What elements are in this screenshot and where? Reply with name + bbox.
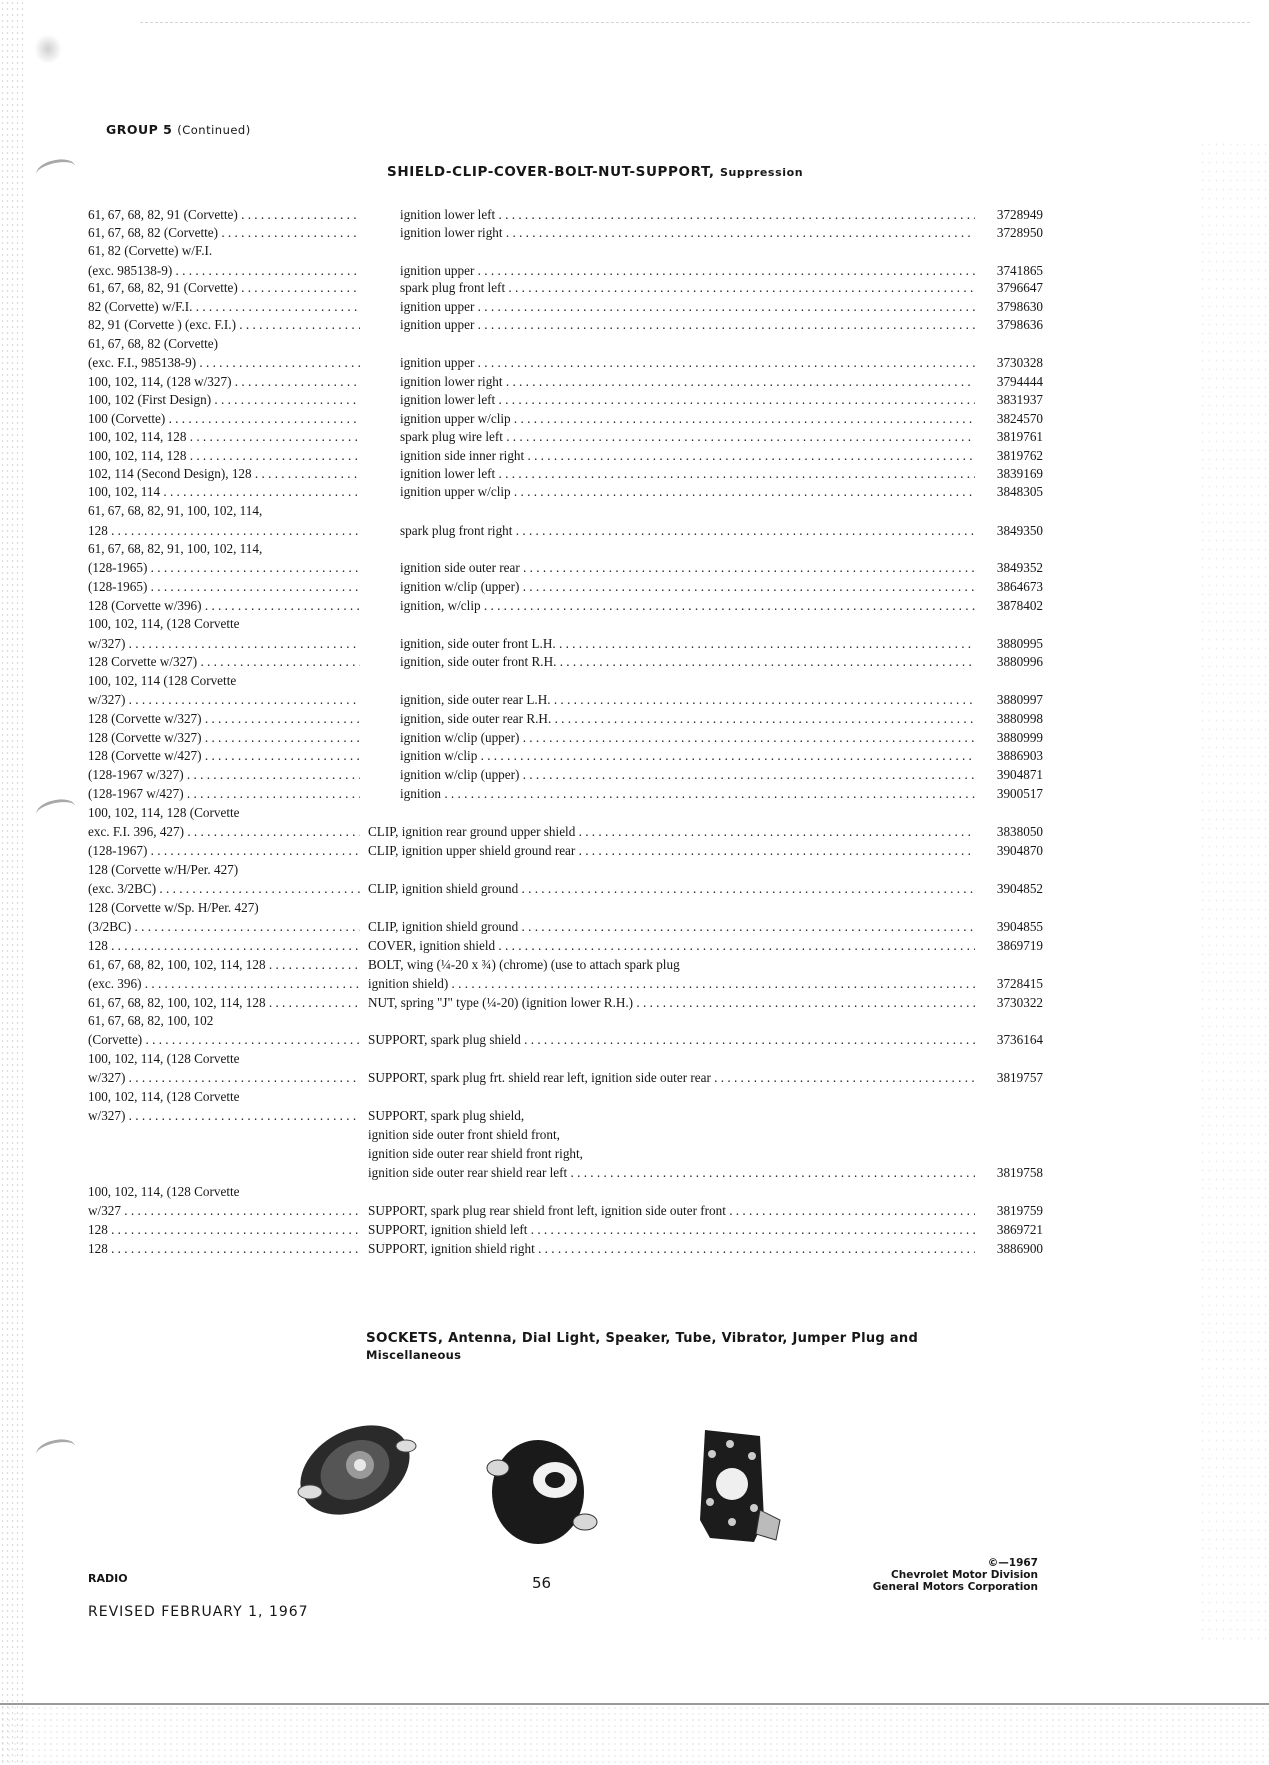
model-applicability: 100, 102 (First Design) . . . [88, 392, 360, 407]
model-applicability: 61, 67, 68, 82, 91, 100, 102, 114, [88, 541, 263, 556]
section-title-sub: Suppression [719, 166, 804, 179]
part-description: SUPPORT, ignition shield right . . . [368, 1241, 975, 1256]
part-number: 3728415 [996, 976, 1043, 991]
revision-date: REVISED FEBRUARY 1, 1967 [88, 1604, 309, 1620]
model-applicability: 128 (Corvette w/H/Per. 427) [88, 862, 239, 877]
model-applicability: 128 (Corvette w/Sp. H/Per. 427) [88, 900, 259, 915]
model-applicability: w/327) . . . [88, 1108, 360, 1123]
part-number: 3819759 [996, 1203, 1043, 1218]
model-applicability: 128 . . . [88, 938, 360, 953]
part-number: 3730328 [996, 355, 1043, 370]
model-applicability: 100, 102, 114, (128 Corvette [88, 616, 240, 631]
part-number: 3904855 [996, 919, 1043, 934]
part-number: 3900517 [996, 786, 1043, 801]
model-applicability: 100, 102, 114 (128 Corvette [88, 673, 237, 688]
model-applicability: (exc. 985138-9) . . . [88, 263, 360, 278]
part-number: 3904870 [996, 843, 1043, 858]
part-description: spark plug front right . . . [400, 523, 975, 538]
model-applicability: 100, 102, 114, (128 w/327) . . . [88, 374, 360, 389]
part-description: ignition upper . . . [400, 263, 975, 278]
part-description: ignition upper . . . [400, 299, 975, 314]
copyright-year: ©—1967 [987, 1557, 1038, 1569]
part-number: 3798630 [996, 299, 1043, 314]
part-number: 3819762 [996, 448, 1043, 463]
part-number: 3880999 [996, 730, 1043, 745]
part-number: 3904871 [996, 767, 1043, 782]
model-applicability: 82, 91 (Corvette ) (exc. F.I.) . . . [88, 317, 360, 332]
model-applicability: w/327) . . . [88, 1070, 360, 1085]
part-description: ignition w/clip (upper) . . . [400, 579, 975, 594]
model-applicability: (exc. 3/2BC) . . . [88, 881, 360, 896]
part-number: 3869721 [996, 1222, 1043, 1237]
part-number: 3736164 [996, 1032, 1043, 1047]
part-number: 3880997 [996, 692, 1043, 707]
part-number: 3904852 [996, 881, 1043, 896]
part-description: spark plug front left . . . [400, 280, 975, 295]
part-number: 3796647 [996, 280, 1043, 295]
model-applicability: exc. F.I. 396, 427) . . . [88, 824, 360, 839]
part-number: 3730322 [996, 995, 1043, 1010]
part-description: ignition lower left . . . [400, 207, 975, 222]
part-number: 3849352 [996, 560, 1043, 575]
part-number: 3819757 [996, 1070, 1043, 1085]
model-applicability: 100, 102, 114, (128 Corvette [88, 1051, 240, 1066]
part-description: BOLT, wing (¼-20 x ¾) (chrome) (use to attach spark plug [368, 957, 680, 972]
model-applicability: (exc. F.I., 985138-9) . . . [88, 355, 360, 370]
sockets-photo [280, 1410, 820, 1560]
part-description: ignition side outer rear . . . [400, 560, 975, 575]
part-description: ignition, side outer rear L.H. . . . [400, 692, 975, 707]
part-description: NUT, spring "J" type (¼-20) (ignition lower R.H.) . . . [368, 995, 975, 1010]
part-number: 3869719 [996, 938, 1043, 953]
model-applicability: (128-1967 w/327) . . . [88, 767, 360, 782]
model-applicability: 61, 67, 68, 82, 91, 100, 102, 114, [88, 503, 263, 518]
model-applicability: 61, 67, 68, 82, 100, 102, 114, 128 . . . [88, 957, 360, 972]
model-applicability: 100 (Corvette) . . . [88, 411, 360, 426]
part-number: 3819758 [996, 1165, 1043, 1180]
copyright-block [810, 1557, 1038, 1593]
part-number: 3819761 [996, 429, 1043, 444]
part-number: 3824570 [996, 411, 1043, 426]
part-number: 3728950 [996, 225, 1043, 240]
part-description: CLIP, ignition rear ground upper shield . . . [368, 824, 975, 839]
part-description: CLIP, ignition shield ground . . . [368, 881, 975, 896]
part-description: ignition w/clip (upper) . . . [400, 730, 975, 745]
part-description: ignition, w/clip . . . [400, 598, 975, 613]
model-applicability: (3/2BC) . . . [88, 919, 360, 934]
part-number: 3798636 [996, 317, 1043, 332]
part-description: ignition lower right . . . [400, 225, 975, 240]
model-applicability: 100, 102, 114, 128 (Corvette [88, 805, 240, 820]
model-applicability: 128 (Corvette w/327) . . . [88, 711, 360, 726]
part-number: 3886900 [996, 1241, 1043, 1256]
part-description: ignition w/clip (upper) . . . [400, 767, 975, 782]
model-applicability: 100, 102, 114 . . . [88, 484, 360, 499]
part-number: 3880998 [996, 711, 1043, 726]
part-description: ignition upper w/clip . . . [400, 484, 975, 499]
part-description: ignition side inner right . . . [400, 448, 975, 463]
model-applicability: 61, 82 (Corvette) w/F.I. [88, 243, 213, 258]
part-description: ignition lower left . . . [400, 466, 975, 481]
model-applicability: 61, 67, 68, 82, 100, 102 [88, 1013, 214, 1028]
model-applicability: 128 Corvette w/327) . . . [88, 654, 360, 669]
model-applicability: 128 . . . [88, 1222, 360, 1237]
model-applicability: 128 . . . [88, 1241, 360, 1256]
part-description: ignition upper w/clip . . . [400, 411, 975, 426]
copyright-corporation: General Motors Corporation [872, 1581, 1038, 1593]
part-description: CLIP, ignition upper shield ground rear . . . [368, 843, 975, 858]
model-applicability: 61, 67, 68, 82 (Corvette) [88, 336, 219, 351]
model-applicability: (exc. 396) . . . [88, 976, 360, 991]
model-applicability: 128 . . . [88, 523, 360, 538]
part-description: ignition upper . . . [400, 355, 975, 370]
part-description: ignition upper . . . [400, 317, 975, 332]
sockets-title-line2: Miscellaneous [366, 1348, 462, 1362]
part-number: 3839169 [996, 466, 1043, 481]
part-number: 3880996 [996, 654, 1043, 669]
model-applicability: 128 (Corvette w/396) . . . [88, 598, 360, 613]
model-applicability: 102, 114 (Second Design), 128 . . . [88, 466, 360, 481]
part-description: ignition side outer rear shield rear left . . . [368, 1165, 975, 1180]
part-number: 3849350 [996, 523, 1043, 538]
model-applicability: (128-1965) . . . [88, 579, 360, 594]
part-number: 3886903 [996, 748, 1043, 763]
part-number: 3741865 [996, 263, 1043, 278]
part-number: 3728949 [996, 207, 1043, 222]
part-description: ignition shield) . . . [368, 976, 975, 991]
part-number: 3848305 [996, 484, 1043, 499]
sockets-section-title [366, 1330, 1006, 1364]
part-number: 3838050 [996, 824, 1043, 839]
part-description: COVER, ignition shield . . . [368, 938, 975, 953]
part-number: 3864673 [996, 579, 1043, 594]
model-applicability: 82 (Corvette) w/F.I. . . . [88, 299, 360, 314]
part-description: ignition side outer front shield front, [368, 1127, 560, 1142]
part-number: 3794444 [996, 374, 1043, 389]
part-description: ignition, side outer front R.H. . . . [400, 654, 975, 669]
socket-dial-light-image [487, 1440, 597, 1544]
model-applicability: 128 (Corvette w/427) . . . [88, 748, 360, 763]
footer-section-label: RADIO [88, 1572, 128, 1585]
group-label: GROUP 5 [106, 122, 173, 137]
part-description: ignition, side outer rear R.H. . . . [400, 711, 975, 726]
part-description: ignition, side outer front L.H. . . . [400, 636, 975, 651]
model-applicability: 128 (Corvette w/327) . . . [88, 730, 360, 745]
model-applicability: 61, 67, 68, 82, 100, 102, 114, 128 . . . [88, 995, 360, 1010]
part-description: SUPPORT, spark plug shield . . . [368, 1032, 975, 1047]
model-applicability: 61, 67, 68, 82 (Corvette) . . . [88, 225, 360, 240]
model-applicability: (128-1967 w/427) . . . [88, 786, 360, 801]
model-applicability: (128-1965) . . . [88, 560, 360, 575]
socket-antenna-image [285, 1410, 425, 1533]
model-applicability: 100, 102, 114, (128 Corvette [88, 1089, 240, 1104]
part-description: SUPPORT, spark plug shield, [368, 1108, 525, 1123]
model-applicability: 100, 102, 114, (128 Corvette [88, 1184, 240, 1199]
model-applicability: (Corvette) . . . [88, 1032, 360, 1047]
model-applicability: w/327) . . . [88, 636, 360, 651]
model-applicability: w/327 . . . [88, 1203, 360, 1218]
part-description: ignition side outer rear shield front right, [368, 1146, 583, 1161]
sockets-title-rest: Antenna, Dial Light, Speaker, Tube, Vibrator, Jumper Plug and [448, 1331, 919, 1346]
part-description: SUPPORT, spark plug frt. shield rear left, ignition side outer rear . . . [368, 1070, 975, 1085]
model-applicability: 61, 67, 68, 82, 91 (Corvette) . . . [88, 207, 360, 222]
part-description: ignition lower left . . . [400, 392, 975, 407]
part-description: ignition w/clip . . . [400, 748, 975, 763]
model-applicability: 61, 67, 68, 82, 91 (Corvette) . . . [88, 280, 360, 295]
copyright-division: Chevrolet Motor Division [891, 1569, 1038, 1581]
part-description: SUPPORT, spark plug rear shield front left, ignition side outer front . . . [368, 1203, 975, 1218]
part-number: 3831937 [996, 392, 1043, 407]
part-description: ignition lower right . . . [400, 374, 975, 389]
page-number: 56 [532, 1574, 552, 1592]
part-description: CLIP, ignition shield ground . . . [368, 919, 975, 934]
section-title-main: SHIELD-CLIP-COVER-BOLT-NUT-SUPPORT, [387, 164, 715, 180]
sockets-illustration [280, 1410, 820, 1560]
part-description: spark plug wire left . . . [400, 429, 975, 444]
model-applicability: 100, 102, 114, 128 . . . [88, 429, 360, 444]
part-number: 3878402 [996, 598, 1043, 613]
part-description: SUPPORT, ignition shield left . . . [368, 1222, 975, 1237]
sockets-title-lead: SOCKETS, [366, 1330, 444, 1346]
group-continued: (Continued) [177, 123, 251, 137]
part-description: ignition . . . [400, 786, 975, 801]
socket-tube-image [700, 1430, 780, 1542]
model-applicability: (128-1967) . . . [88, 843, 360, 858]
model-applicability: w/327) . . . [88, 692, 360, 707]
part-number: 3880995 [996, 636, 1043, 651]
model-applicability: 100, 102, 114, 128 . . . [88, 448, 360, 463]
